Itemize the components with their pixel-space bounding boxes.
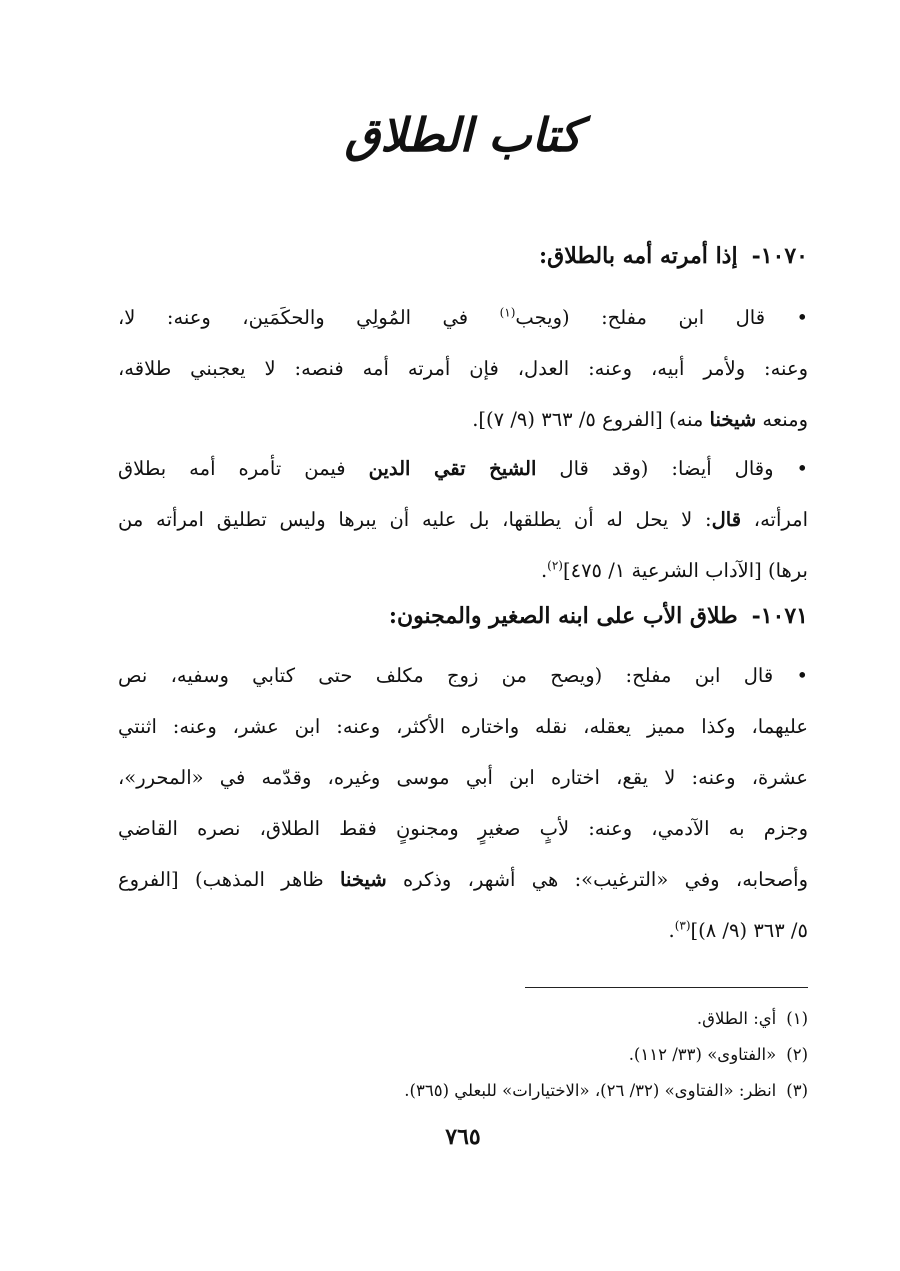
text-run: ٥/ ٣٦٣ (٩/ ٨)] (690, 919, 808, 942)
text-run: • قال ابن مفلح: (ويجب (515, 306, 808, 329)
footnote-number: (١) (786, 1009, 808, 1028)
text-run: منه) [الفروع ٥/ ٣٦٣ (٩/ ٧)]. (472, 408, 710, 431)
footnote-2 (118, 1040, 808, 1070)
paragraph (118, 650, 808, 956)
text-run: ومنعه (756, 408, 808, 431)
section-number: ١٠٧٠- (751, 243, 808, 269)
paragraph (118, 292, 808, 445)
footnote-text: انظر: «الفتاوى» (٣٢/ ٢٦)، «الاختيارات» للبعلي (٣٦٥). (404, 1081, 777, 1100)
bold-term: الشيخ تقي الدين (368, 457, 537, 480)
footnote-marker: (٢) (547, 558, 563, 573)
section-number: ١٠٧١- (751, 603, 808, 629)
footnote-number: (٣) (786, 1081, 808, 1100)
paragraph-line (118, 292, 808, 343)
section-heading-1070 (118, 240, 808, 272)
text-run: : لا يحل له أن يطلقها، بل عليه أن يبرها وليس تطليق امرأته من (118, 508, 712, 531)
paragraph-line (118, 494, 808, 545)
paragraph-line (118, 394, 808, 445)
book-title: كتاب الطلاق (344, 108, 582, 162)
footnote-number: (٢) (786, 1045, 808, 1064)
book-page (118, 0, 808, 1271)
paragraph-line (118, 443, 808, 494)
paragraph-line (118, 752, 808, 803)
footnote-1 (118, 1004, 808, 1034)
bold-term: شيخنا (709, 408, 757, 431)
text-run: في المُولِي والحكَمَين، وعنه: لا، (118, 306, 500, 329)
footnote-marker: (١) (499, 305, 516, 320)
text-run: وأصحابه، وفي «الترغيب»: هي أشهر، وذكره (386, 868, 808, 891)
footnote-text: أي: الطلاق. (696, 1009, 777, 1028)
paragraph-line (118, 905, 808, 956)
text-run: عشرة، وعنه: لا يقع، اختاره ابن أبي موسى وغيره، وقدّمه في «المحرر»، (118, 766, 808, 789)
text-run: ظاهر المذهب) [الفروع (118, 868, 341, 891)
text-run: . (668, 919, 675, 942)
paragraph-line (118, 701, 808, 752)
text-run: فيمن تأمره أمه بطلاق (118, 457, 369, 480)
text-run: امرأته، (741, 508, 808, 531)
text-run: وعنه: ولأمر أبيه، وعنه: العدل، فإن أمرته أمه فنصه: لا يعجبني طلاقه، (118, 357, 808, 380)
text-run: . (540, 559, 548, 582)
text-run: برها) [الآداب الشرعية ١/ ٤٧٥] (562, 559, 808, 582)
footnote-marker: (٣) (674, 918, 691, 933)
footnote-text: «الفتاوى» (٣٣/ ١١٢). (628, 1045, 777, 1064)
text-run: عليهما، وكذا مميز يعقله، نقله واختاره الأكثر، وعنه: ابن عشر، وعنه: اثنتي (118, 715, 808, 738)
section-heading-1071 (118, 600, 808, 632)
paragraph-line (118, 803, 808, 854)
footnote-divider (525, 987, 808, 988)
paragraph-line (118, 343, 808, 394)
text-run: وجزم به الآدمي، وعنه: لأبٍ صغيرٍ ومجنونٍ فقط الطلاق، نصره القاضي (118, 817, 808, 840)
bold-term: شيخنا (340, 868, 387, 891)
paragraph-line (118, 650, 808, 701)
text-run: • قال ابن مفلح: (ويصح من زوج مكلف حتى كتابي وسفيه، نص (118, 664, 808, 687)
paragraph-line (118, 854, 808, 905)
section-title: طلاق الأب على ابنه الصغير والمجنون: (388, 603, 738, 629)
text-run: • وقال أيضا: (وقد قال (536, 457, 808, 480)
footnote-3 (118, 1076, 808, 1106)
paragraph (118, 443, 808, 596)
section-title: إذا أمرته أمه بالطلاق: (539, 243, 738, 269)
bold-term: قال (711, 508, 742, 531)
paragraph-line (118, 545, 808, 596)
page-number: ٧٦٥ (445, 1124, 481, 1150)
